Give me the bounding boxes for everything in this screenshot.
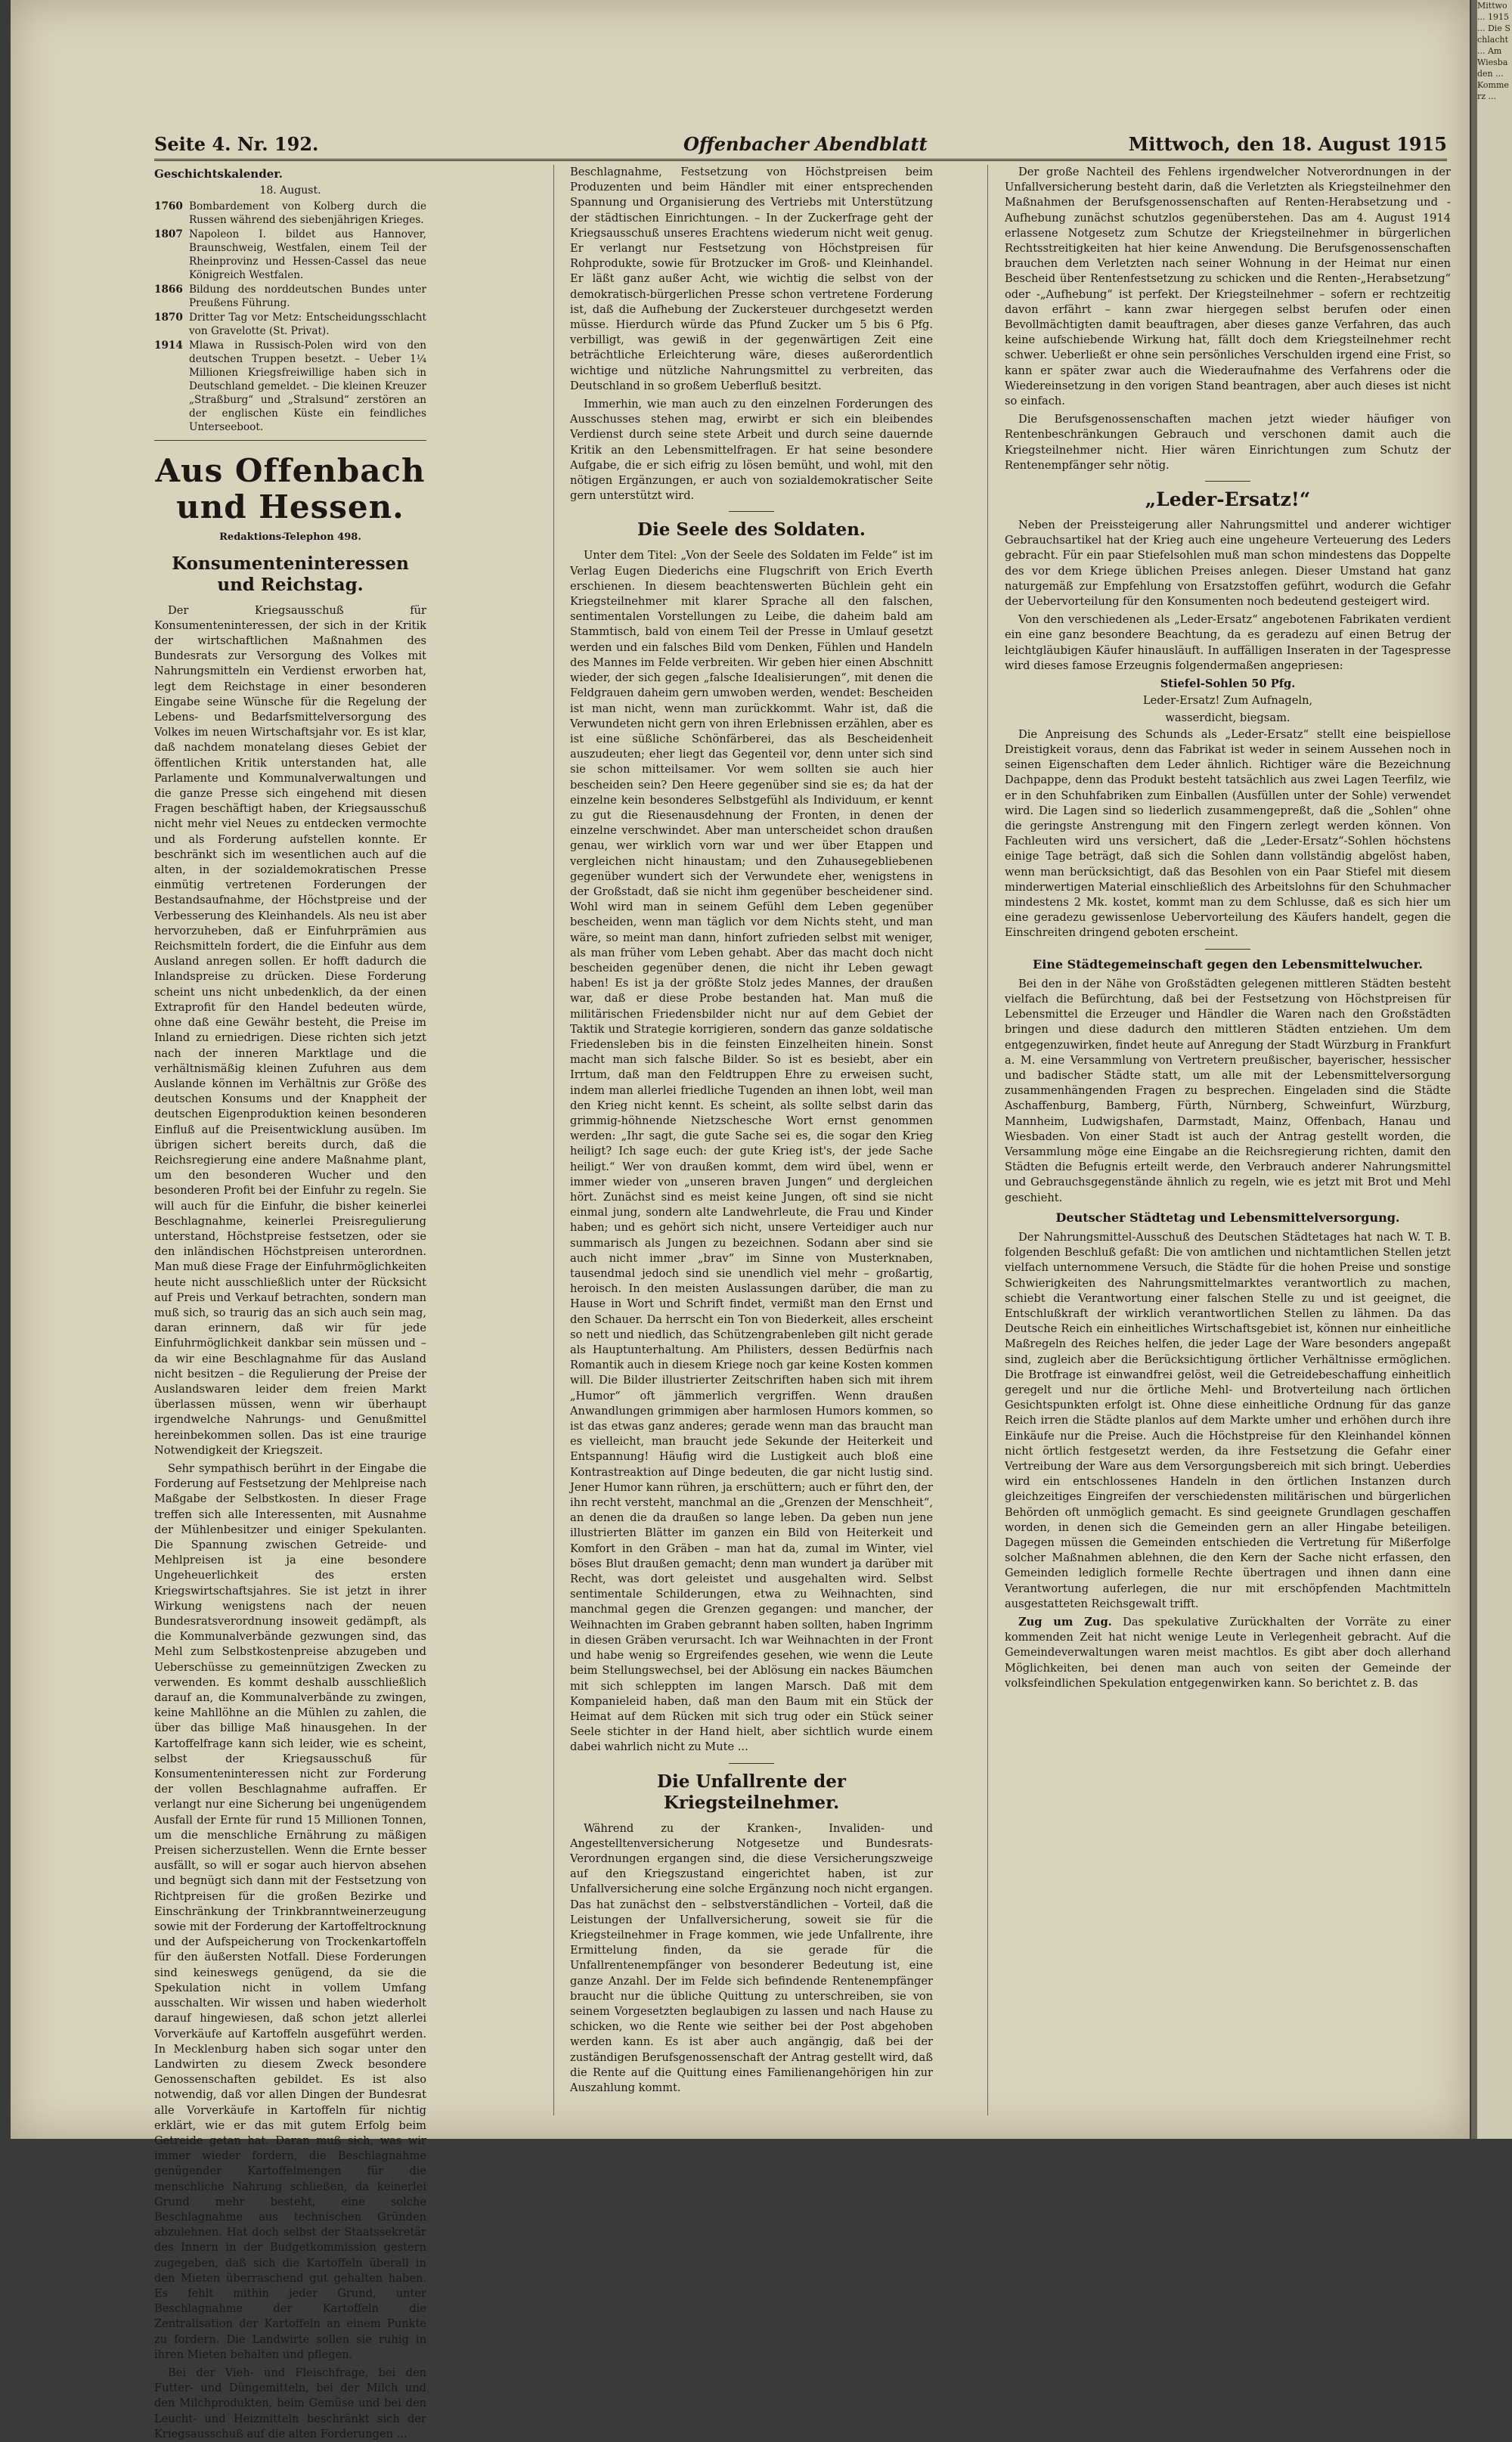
article-title: Deutscher Städtetag und Lebensmittelversorgung.	[1055, 1210, 1400, 1225]
column-1	[154, 165, 426, 2440]
ad-line: Leder-Ersatz! Zum Aufnageln,	[1142, 694, 1313, 708]
article-paragraph	[1005, 1615, 1451, 1691]
article-paragraph: Während zu der Kranken-, Invaliden- und Angestelltenversicherung Notgesetze und Bundesrats-Verordnungen ergangen sind, die diese Versicherungszweige auf den Kriegszustand eingerichtet haben, ist zur Unfallversicherung eine solche Ergänzung noch nicht ergangen. Das hat zunächst den – selbstverständlichen – Vorteil, daß die Leistungen der Unfallversicherung, soweit sie für die Kriegsteilnehmer in Frage kommen, wie jede Unfallrente, ihre Ermittelung finden, da sie gerade für die Unfallrentenempfänger von besonderer Bedeutung ist, eine ganze Anzahl. Der im Felde sich befindende Rentenempfänger braucht nur die übliche Quittung zu unterschreiben, sie von seinem Vorgesetzten beglaubigen zu lassen und nach Hause zu schicken, wo die Rente wie seither bei der Post abgehoben werden kann. Es ist aber auch angängig, daß bei der zuständigen Berufsgenossenschaft der Antrag gestellt wird, daß die Rente auf die Quittung eines Familienangehörigen hin zur Auszahlung kommt.	[570, 1821, 933, 2094]
section-heading: Aus Offenbach und Hessen.	[155, 452, 426, 526]
ad-line: wasserdicht, biegsam.	[1165, 711, 1290, 724]
article-paragraph: Beschlagnahme, Festsetzung von Höchstpreisen beim Produzenten und beim Händler mit einer entsprechenden Spannung und Organisierung des Vertriebs mit Unterstützung der städtischen Einrichtungen. – In der Zuckerfrage geht der Kriegsausschuß unseres Erachtens wiederum nicht weit genug. Er verlangt nur Festsetzung von Höchstpreisen für Rohprodukte, sowie für Brotzucker im Groß- und Kleinhandel. Er läßt ganz außer Acht, wie wichtig die selbst von der demokratisch-bürgerlichen Presse schon vertretene Forderung ist, daß die Aufhebung der Zuckersteuer durchgesetzt werden müsse. Hierdurch würde das Pfund Zucker um 5 bis 6 Pfg. verbilligt, was gewiß in der gegenwärtigen Zeit eine beträchtliche Erleichterung wäre, dieses außerordentlich wichtige und nützliche Nahrungsmittel zu verbreiten, das Deutschland in so großem Ueberfluß besitzt.	[570, 166, 933, 392]
calendar-text: Dritter Tag vor Metz: Entscheidungsschlacht von Gravelotte (St. Privat).	[189, 311, 426, 338]
article-paragraph: Der Kriegsausschuß für Konsumenteninteressen, der sich in der Kritik der wirtschaftlichen Maßnahmen des Bundesrats zur Versorgung des Volkes mit Nahrungsmitteln ein Verdienst erworben hat, legt dem Reichstage in einer besonderen Eingabe seine Wünsche für die Regelung der Lebens- und Bedarfsmittelversorgung des Volkes im neuen Wirtschaftsjahr vor. Es ist klar, daß nachdem monatelang dieses Gebiet der öffentlichen Kritik unterstanden hat, alle Parlamente und Kommunalverwaltungen und die ganze Presse sich eingehend mit diesen Fragen beschäftigt haben, der Kriegsausschuß nicht mehr viel Neues zu entdecken vermochte und als Forderung aufstellen konnte. Er beschränkt sich im wesentlichen auch auf die alten, in der sozialdemokratischen Presse einmütig vertretenen Forderungen der Bestandsaufnahme, der Höchstpreise und der Verbesserung des Kleinhandels. Als neu ist aber hervorzuheben, daß er Einfuhrprämien aus Reichsmitteln fordert, die die Einfuhr aus dem Ausland anregen sollen. Er hofft dadurch die Inlandspreise zu drücken. Diese Forderung scheint uns nicht unbedenklich, da der einen Extraprofit für den Handel bedeuten würde, ohne daß eine Gewähr besteht, die Preise im Inland zu erniedrigen. Diese richten sich jetzt nach der inneren Marktlage und die verhältnismäßig kleinen Zufuhren aus dem Auslande können im Verhältnis zur Größe des deutschen Konsums und der Knappheit der deutschen Eigenproduktion keinen besonderen Einfluß auf die Preisentwicklung ausüben. Im übrigen sichert bereits durch, daß die Reichsregierung eine andere Maßnahme plant, um den besonderen Wucher und den besonderen Profit bei der Einfuhr zu regeln. Sie will auch für die Einfuhr, die bisher keinerlei Beschlagnahme, keinerlei Preisregulierung unterstand, Höchstpreise festsetzen, oder sie den inländischen Höchstpreisen unterordnen. Man muß diese Frage der Einfuhrmöglichkeiten heute nicht ausschließlich unter der Rücksicht auf Preis und Verkauf betrachten, sondern man muß sich, so traurig das an sich auch sein mag, daran erinnern, daß wir für jede Einfuhrmöglichkeit dankbar sein müssen und – da wir eine Beschlagnahme für das Ausland nicht besitzen – die Regulierung der Preise der Auslandswaren leider dem freien Markt überlassen müssen, wenn wir überhaupt irgendwelche Nahrungs- und Genußmittel hereinbekommen sollen. Das ist eine traurige Notwendigkeit der Kriegszeit.	[154, 603, 426, 1457]
masthead	[154, 132, 1447, 161]
article-paragraph: Immerhin, wie man auch zu den einzelnen Forderungen des Ausschusses stehen mag, erwirbt er sich ein bleibendes Verdienst durch seine stete Arbeit und durch seine dauernde Kritik an den Lebensmittelfragen. Er hat seine besondere Aufgabe, die er sich eifrig zu lösen bemüht, und wohl, mit den nötigen Ergänzungen, er auch von sozialdemokratischer Seite gern unterstützt wird.	[570, 398, 933, 503]
divider	[1205, 481, 1250, 482]
article-paragraph: Bei der Vieh- und Fleischfrage, bei den Futter- und Düngemitteln, bei der Milch und den Milchprodukten, beim Gemüse und bei den Leucht- und Heizmitteln beschränkt sich der Kriegsausschuß auf die alten Forderungen ...	[154, 2366, 426, 2440]
adjacent-page-strip: Mittwo ... 1915 ... Die Schlacht ... Am Wiesbaden ... Kommerz ...	[1477, 0, 1512, 2139]
calendar-entry	[154, 283, 426, 310]
calendar-entry	[154, 228, 426, 282]
calendar-entry	[154, 200, 426, 227]
calendar-year: 1866	[154, 284, 183, 296]
article-paragraph: Die Berufsgenossenschaften machen jetzt wieder häufiger von Rentenbeschränkungen Gebrauch und verschonen damit auch die Kriegsteilnehmer nicht. Hier wären Einrichtungen zum Schutz der Rentenempfänger sehr nötig.	[1005, 413, 1451, 472]
article-title: Konsumenteninteressen und Reichstag.	[172, 553, 409, 595]
article-title: Die Unfallrente der Kriegsteilnehmer.	[657, 1771, 846, 1813]
ad-line: Stiefel-Sohlen 50 Pfg.	[1160, 677, 1296, 691]
article-paragraph: Die Anpreisung des Schunds als „Leder-Ersatz“ stellt eine beispiellose Dreistigkeit voraus, denn das Fabrikat ist weder in seinem Aussehen noch in seinen Eigenschaften dem Leder ähnlich. Richtiger wäre die Bezeichnung Dachpappe, denn das Produkt besteht tatsächlich aus zwei Lagen Teerfilz, wie er in den Schuhfabriken zum Einballen (Ausfüllen unter der Sohle) verwendet wird. Die Lagen sind so liederlich zusammengepreßt, daß die „Sohlen“ ohne die geringste Anstrengung mit den Fingern zerlegt werden können. Von Fachleuten wird uns versichert, daß die „Leder-Ersatz“-Sohlen höchstens einige Tage beträgt, daß sich die Sohlen dann vollständig abgelöst haben, wenn man berücksichtigt, daß das Besohlen von ein Paar Stiefel mit diesem minderwertigen Material einschließlich des Arbeitslohns für den Schuhmacher mindestens 2 Mk. kostet, kommt man zu dem Schlusse, daß es sich hier um eine geradezu gewissenlose Uebervorteilung des Käufers handelt, gegen die Einschreiten dringend geboten erscheint.	[1005, 727, 1451, 940]
article-title: „Leder-Ersatz!“	[1145, 488, 1311, 511]
calendar-entry	[154, 311, 426, 338]
article-paragraph: Unter dem Titel: „Von der Seele des Soldaten im Felde“ ist im Verlag Eugen Diederichs eine Flugschrift von Erich Everth erschienen. In diesem beachtenswerten Büchlein geht ein Kriegsteilnehmer mit klarer Sprache all den falschen, sentimentalen Vorstellungen zu Leibe, die daheim bald am Stammtisch, bald von einem Teil der Presse in Umlauf gesetzt werden und ein falsches Bild vom Denken, Fühlen und Handeln des Mannes im Felde verbreiten. Wir geben hier einen Abschnitt wieder, der sich gegen „falsche Idealisierungen“, mit denen die Feldgrauen daheim gern umwoben werden, wendet: Bescheiden ist man nicht, wenn man zurückkommt. Wahr ist, daß die Verwundeten nicht gern von ihren Erlebnissen erzählen, aber es ist eine süßliche Schönfärberei, das als Bescheidenheit auszudeuten; eher liegt das Gegenteil vor, denn unter sich sind sie schon mitteilsamer. Vor wem sollten sie auch hier bescheiden sein? Den Heere gegenüber sind sie es; da hat der einzelne kein besonderes Selbstgefühl als Individuum, er kennt zu gut die Riesenausdehnung der Fronten, in denen der einzelne verschwindet. Aber man unterscheidet schon draußen genau, wer wirklich vorn war und wer über Etappen und vergleichen nicht hinaustam; und den Zuhausegebliebenen gegenüber wundert sich der Verwundete eher, wenigstens in der Großstadt, daß sie nicht ihm gegenüber bescheidener sind. Wohl wird man in seinem Gefühl dem Leben gegenüber bescheiden, wenn man täglich vor dem Nichts steht, und man wäre, so meint man dann, hinfort zufrieden selbst mit weniger, als man früher vom Leben gehabt. Aber das macht doch nicht bescheiden gegenüber denen, die nicht ihr Leben gewagt haben! Es ist ja der größte Stolz jedes Mannes, der draußen war, daß er diese Probe bestanden hat. Man muß die militärischen Friedensbilder nicht nur auf dem Gebiet der Taktik und Strategie korrigieren, sondern das ganze soldatische Friedensleben bis in die feinsten Einzelheiten hinein. Sonst macht man sich falsche Bilder. So ist es besiebt, aber ein Irrtum, daß man den Feldtruppen Ehre zu erweisen sucht, indem man allerlei friedliche Tugenden an ihnen lobt, weil man den Krieg nicht kennt. Es scheint, als sollte selbst darin das grimmig-höhnende Nietzschesche Wort ernst genommen werden: „Ihr sagt, die gute Sache sei es, die sogar den Krieg heiligt? Ich sage euch: der gute Krieg ist's, der jede Sache heiligt.“ Wer von draußen kommt, dem wird übel, wenn er immer wieder von „unseren braven Jungen“ und dergleichen hört. Zunächst sind es meist keine Jungen, oft sind sie nicht einmal jung, sondern alte Landwehrleute, die Frau und Kinder haben; und es gehört sich nicht, unsere Verteidiger auch nur summarisch als Jungen zu bezeichnen. Sodann aber sind sie auch nicht immer „brav“ im Sinne von Musterknaben, tausendmal jedoch sind sie unendlich viel mehr – großartig, heroisch. In den meisten Auslassungen darüber, die man zu Hause in Wort und Schrift findet, vermißt man den Ernst und den Schauer. Da herrscht ein Ton von Biederkeit, alles erscheint so nett und niedlich, das Schützengrabenleben gilt nicht gerade als Hauptunterhaltung. Am Philisters, dessen Bedürfnis nach Romantik auch in diesem Kriege noch gar keine Kosten kommen will. Die Bilder illustrierter Zeitschriften haben sich mit ihrem „Humor“ oft jämmerlich vergriffen. Wenn draußen Anwandlungen grimmigen aber harmlosen Humors kommen, so ist das etwas ganz anderes; gerade wenn man das braucht man es vielleicht, man braucht jede Sekunde der Heiterkeit und Entspannung! Häufig wird die Lustigkeit auch bloß eine Kontrastreaktion auf Dinge bedeuten, die gar nicht lustig sind. Jener Humor kann rühren, ja erschüttern; auch er führt den, der ihn recht versteht, manchmal an die „Grenzen der Menschheit“, an denen die da draußen so lange leben. Da geben nun jene illustrierten Blätter im ganzen ein Bild von Heiterkeit und Komfort in den Gräben – man hat da, zumal im Winter, viel böses Blut draußen gemacht; denn man wundert ja darüber mit Recht, was dort geleistet und ausgehalten wird. Selbst sentimentale Schilderungen, etwa zu Weihnachten, sind manchmal gegen die Grenzen gegangen: und mancher, der Weihnachten im Graben gebrannt haben sollten, haben Ingrimm in diesen Gräben verursacht. Ich war Weihnachten in der Front und habe wenig so Ergreifendes gesehen, wie wenn die Leute beim Stellungswechsel, bei der Ablösung ein nackes Bäumchen mit sich schleppten im langen Marsch. Daß mit dem Kompanieleid haben, daß man den Baum mit ein Stück der Heimat auf dem Rücken mit sich trug oder ein Stück seiner Seele stichter in der Hand hielt, aber sichtlich wurde einem dabei wahrlich nicht zu Mute ...	[570, 549, 933, 1754]
calendar-title: Geschichtskalender.	[154, 167, 283, 181]
column-3	[1005, 165, 1451, 2123]
article-paragraph: Von den verschiedenen als „Leder-Ersatz“ angebotenen Fabrikaten verdient ein eine ganz besondere Beachtung, da es geradezu auf einen Betrug der leichtgläubigen Käufer hinausläuft. In auffälligen Inseraten in der Tagespresse wird dieses famose Erzeugnis folgendermaßen angepriesen:	[1005, 613, 1451, 672]
divider	[154, 440, 426, 441]
calendar-year: 1760	[154, 200, 183, 213]
article-title: Eine Städtegemeinschaft gegen den Lebensmittelwucher.	[1033, 956, 1423, 972]
article-paragraph: Sehr sympathisch berührt in der Eingabe die Forderung auf Festsetzung der Mehlpreise nach Maßgabe der Selbstkosten. In dieser Frage treffen sich alle Interessenten, mit Ausnahme der Mühlenbesitzer und einiger Spekulanten. Die Spannung zwischen Getreide- und Mehlpreisen ist ja eine besondere Ungeheuerlichkeit des ersten Kriegswirtschaftsjahres. Sie ist jetzt in ihrer Wirkung wenigstens nach der neuen Bundesratsverordnung insoweit gedämpft, als die Kommunalverbände gezwungen sind, das Mehl zum Selbstkostenpreise abzugeben und Ueberschüsse zu gemeinnützigen Zwecken zu verwenden. Es kommt deshalb ausschließlich darauf an, die Kommunalverbände zu zwingen, keine Mahllöhne an die Mühlen zu zahlen, die über das billige Maß hinausgehen. In der Kartoffelfrage kann sich leider, wie es scheint, selbst der Kriegsausschuß für Konsumenteninteressen nicht zur Forderung der vollen Beschlagnahme aufraffen. Er verlangt nur eine Sicherung bei ungenügendem Ausfall der Ernte für rund 15 Millionen Tonnen, um die menschliche Ernährung zu mäßigen Preisen sicherzustellen. Wenn die Ernte besser ausfällt, so will er sogar auch hiervon absehen und begnügt sich dann mit der Festsetzung von Richtpreisen für die großen Bezirke und Einschränkung der Trinkbranntweinerzeugung sowie mit der Forderung der Kartoffeltrocknung und der Aufspeicherung von Trockenkartoffeln für den äußersten Notfall. Diese Forderungen sind keineswegs genügend, da sie die Spekulation nicht in vollem Umfang ausschalten. Wir wissen und haben wiederholt darauf hingewiesen, daß schon jetzt allerlei Vorverkäufe auf Kartoffeln ausgeführt werden. In Mecklenburg haben sich sogar unter den Landwirten zu diesem Zweck besondere Genossenschaften gebildet. Es ist also notwendig, daß vor allen Dingen der Bundesrat alle Vorverkäufe in Kartoffeln für nichtig erklärt, wie er das mit gutem Erfolg beim Getreide getan hat. Daran muß sich, was wir immer wieder fordern, die Beschlagnahme genügender Kartoffelmengen für die menschliche Nahrung schließen, da keinerlei Grund mehr besteht, eine solche Beschlagnahme aus technischen Gründen abzulehnen. Hat doch selbst der Staatssekretär des Innern in der Budgetkommission gestern zugegeben, daß sich die Kartoffeln überall in den Mieten überraschend gut gehalten haben. Es fehlt mithin jeder Grund, unter Beschlagnahme der Kartoffeln die Zentralisation der Kartoffeln an einem Punkte zu fordern. Die Landwirte sollen sie ruhig in ihren Mieten behalten und pflegen.	[154, 1461, 426, 2361]
calendar-text: Napoleon I. bildet aus Hannover, Braunschweig, Westfalen, einem Teil der Rheinprovinz und Hessen-Cassel das neue Königreich Westfalen.	[189, 228, 426, 282]
page-number: Seite 4. Nr. 192.	[154, 133, 319, 155]
newspaper-page	[11, 0, 1470, 2440]
binding-gutter	[1471, 0, 1512, 2139]
article-paragraph: Der Nahrungsmittel-Ausschuß des Deutschen Städtetages hat nach W. T. B. folgenden Beschluß gefaßt: Die von amtlichen und nichtamtlichen Stellen jetzt vielfach unternommene Versuch, die Städte für die hohen Preise und sonstige Schwierigkeiten des Nahrungsmittelmarktes verantwortlich zu machen, schiebt die Verantwortung einer falschen Stelle zu und ist geeignet, die Entschlußkraft der wirklich verantwortlichen Stellen zu lähmen. Da das Deutsche Reich ein einheitliches Wirtschaftsgebiet ist, können nur einheitliche Maßregeln des Reiches helfen, die jeder Lage der Ware besonders angepaßt sind, zugleich aber die Berücksichtigung örtlicher Verhältnisse ermöglichen. Die Brotfrage ist einwandfrei gelöst, weil die Getreidebeschaffung einheitlich geregelt und nur die örtliche Mehl- und Brotverteilung nach örtlichen Gesichtspunkten erfolgt ist. Ohne diese einheitliche Ordnung für das ganze Reich irren die Städte planlos auf dem Markte umher und erhöhen durch ihre Einkäufe nur die Preise. Auch die Höchstpreise für den Kleinhandel können nicht örtlich festgesetzt werden, da ihre Festsetzung die Gefahr einer Vertreibung der Ware aus dem Versorgungsbereich mit sich bringt. Ueberdies wird ein entschlossenes Handeln in den örtlichen Instanzen durch gleichzeitiges Eingreifen der verschiedensten militärischen und bürgerlichen Behörden oft unmöglich gemacht. Es sind geeignete Grundlagen geschaffen worden, in denen sich die Gemeinden gern an aller Hingabe beteiligen. Dagegen müssen die Gemeinden entschieden die Vertretung für Mißerfolge solcher Maßnahmen ablehnen, die den Kern der Sache nicht erfassen, den Gemeinden lediglich formelle Rechte übertragen und ihnen dann eine Verantwortung auferlegen, die nur mit erschöpfenden Machtmitteln ausgestatteten Reichsgewalt trifft.	[1005, 1231, 1451, 1610]
article-paragraph: Bei den in der Nähe von Großstädten gelegenen mittleren Städten besteht vielfach die Befürchtung, daß bei der Festsetzung von Höchstpreisen für Lebensmittel die Erzeuger und Händler die Waren nach den Großstädten bringen und diese dadurch den mittleren Städten entziehen. Um dem entgegenzuwirken, findet heute auf Anregung der Stadt Würzburg in Frankfurt a. M. eine Versammlung von Vertretern preußischer, bayerischer, hessischer und badischer Städte statt, um alle mit der Lebensmittelversorgung zusammenhängenden Fragen zu besprechen. Eingeladen sind die Städte Aschaffenburg, Bamberg, Fürth, Nürnberg, Schweinfurt, Würzburg, Mannheim, Ludwigshafen, Darmstadt, Mainz, Offenbach, Hanau und Wiesbaden. Von einer Stadt ist auch der Antrag gestellt worden, die Versammlung möge eine Eingabe an die Reichsregierung richten, damit den Städten die Befugnis erteilt werde, den Verbrauch anderer Nahrungsmittel und Gebrauchsgegenstände ähnlich zu regeln, wie es jetzt mit Brot und Mehl geschieht.	[1005, 977, 1451, 1204]
editorial-phone: Redaktions-Telephon 498.	[219, 531, 361, 544]
article-text: Das spekulative Zurückhalten der Vorräte zu einer kommenden Zeit hat nicht wenige Leute in Verlegenheit gebracht. Auf die Gemeindeverwaltungen waren meist machtlos. Es gibt aber doch allerhand Möglichkeiten, bei denen man auch von seiten der Gemeinde der volksfeindlichen Spekulation entgegenwirken kann. So berichtet z. B. das	[1005, 1616, 1452, 1690]
article-lead: Zug um Zug.	[1018, 1616, 1112, 1629]
column-rule	[987, 165, 988, 2115]
calendar-entry	[154, 339, 426, 434]
article-paragraph: Neben der Preissteigerung aller Nahrungsmittel und anderer wichtiger Gebrauchsartikel hat der Krieg auch eine ungeheure Verteuerung des Leders gebracht. Für ein paar Stiefelsohlen muß man schon mindestens das Doppelte des vor dem Kriege üblichen Preises anlegen. Dieser Umstand hat ganz naturgemäß zur Empfehlung von Ersatzstoffen geführt, wodurch die Gefahr der Uebervorteilung für den Konsumenten noch bedeutend gesteigert wird.	[1005, 519, 1451, 609]
calendar-year: 1870	[154, 311, 183, 324]
newspaper-title: Offenbacher Abendblatt	[683, 133, 928, 155]
divider	[729, 511, 774, 512]
divider	[729, 1763, 774, 1764]
calendar-date: 18. August.	[259, 184, 321, 197]
article-paragraph: Der große Nachteil des Fehlens irgendwelcher Notverordnungen in der Unfallversicherung besteht darin, daß die Verletzten als Kriegsteilnehmer den Maßnahmen der Berufsgenossenschaften auf Renten-Herabsetzung und -Aufhebung zunächst schutzlos gegenüberstehen. Das am 4. August 1914 erlassene Notgesetz zum Schutze der Kriegsteilnehmer in bürgerlichen Rechtsstreitigkeiten hat hier keine Anwendung. Die Berufsgenossenschaften brauchen dem Verletzten nach seiner Wohnung in der Heimat nur einen Bescheid über Rentenfestsetzung zu schicken und die Renten-„Herabsetzung“ oder -„Aufhebung“ ist perfekt. Der Kriegsteilnehmer – sofern er rechtzeitig davon erfährt – kann zwar hiergegen selbst berufen oder einen Bevollmächtigten damit beauftragen, aber dieses ganze Verfahren, das auch keine aufschiebende Wirkung hat, fällt doch dem Kriegsteilnehmer recht schwer. Ueberließt er ohne sein persönliches Verschulden irgend eine Frist, so kann er später zwar auch die Wiederaufnahme des Verfahrens oder die Wiedereinsetzung in den vorigen Stand beantragen, aber auch dieses ist nicht so einfach.	[1005, 166, 1451, 408]
column-rule	[553, 165, 554, 2115]
calendar-text: Bildung des norddeutschen Bundes unter Preußens Führung.	[189, 284, 426, 310]
calendar-year: 1807	[154, 228, 183, 241]
calendar-text: Mlawa in Russisch-Polen wird von den deutschen Truppen besetzt. – Ueber 1¼ Millionen Kriegsfreiwillige haben sich in Deutschland gemeldet. – Die kleinen Kreuzer „Straßburg“ und „Stralsund“ zerstören an der englischen Küste ein feindliches Unterseeboot.	[189, 339, 426, 434]
issue-date: Mittwoch, den 18. August 1915	[1128, 133, 1447, 155]
divider	[1205, 949, 1250, 950]
calendar-year: 1914	[154, 339, 183, 352]
article-title: Die Seele des Soldaten.	[637, 519, 866, 541]
calendar-text: Bombardement von Kolberg durch die Russen während des siebenjährigen Krieges.	[189, 200, 426, 227]
column-2	[570, 165, 933, 2123]
